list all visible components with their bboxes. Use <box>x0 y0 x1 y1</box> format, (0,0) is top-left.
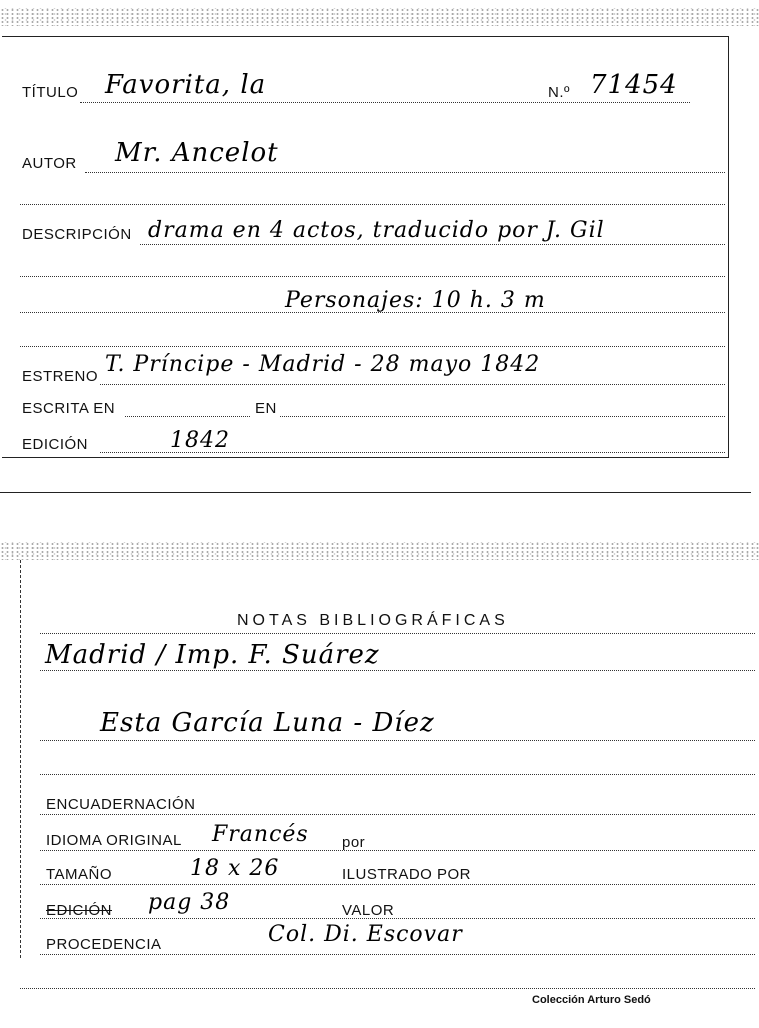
dotline <box>125 416 250 417</box>
scan-noise-middle <box>0 542 759 560</box>
encuadernacion-label: ENCUADERNACIÓN <box>46 796 196 813</box>
dotline <box>20 276 725 277</box>
tamano-label: TAMAÑO <box>46 866 113 883</box>
dotline <box>20 988 755 989</box>
escrita-label: ESCRITA EN <box>22 400 116 417</box>
dotline <box>40 884 755 885</box>
dotline <box>40 850 755 851</box>
autor-label: AUTOR <box>22 155 77 172</box>
idioma-label: IDIOMA ORIGINAL <box>46 832 182 849</box>
autor-value: Mr. Ancelot <box>115 138 279 168</box>
scan-noise-top <box>0 8 759 26</box>
dotline <box>100 384 725 385</box>
edicion-value-top: 1842 <box>170 428 230 453</box>
descripcion-value: drama en 4 actos, traducido por J. Gil <box>148 218 605 243</box>
dotline <box>100 452 725 453</box>
estreno-label: ESTRENO <box>22 368 99 385</box>
dotline <box>40 740 755 741</box>
numero-label: N.º <box>548 84 570 101</box>
idioma-value: Francés <box>212 822 309 847</box>
dotline <box>20 204 725 205</box>
procedencia-label: PROCEDENCIA <box>46 936 162 953</box>
descripcion-label: DESCRIPCIÓN <box>22 226 132 243</box>
edicion-value-bottom: pag 38 <box>148 890 231 915</box>
nota-1: Madrid / Imp. F. Suárez <box>45 640 380 670</box>
dotline <box>140 244 725 245</box>
dotline <box>20 312 725 313</box>
dotline <box>280 416 725 417</box>
notas-title: NOTAS BIBLIOGRÁFICAS <box>237 612 509 629</box>
dotline <box>40 670 755 671</box>
por-label: por <box>342 834 366 851</box>
numero-value: 71454 <box>590 70 678 100</box>
dotline <box>40 918 755 919</box>
edicion-label-bottom: EDICIÓN <box>46 902 113 919</box>
nota-2: Esta García Luna - Díez <box>100 708 435 738</box>
procedencia-value: Col. Di. Escovar <box>268 922 463 947</box>
dotline <box>40 774 755 775</box>
ilustrado-label: ILUSTRADO POR <box>342 866 472 883</box>
dotline <box>80 102 690 103</box>
titulo-label: TÍTULO <box>22 84 79 101</box>
dotline <box>85 172 725 173</box>
dotline <box>40 814 755 815</box>
valor-label: VALOR <box>342 902 395 919</box>
tamano-value: 18 x 26 <box>190 856 280 881</box>
en-label: EN <box>255 400 277 417</box>
personajes-value: Personajes: 10 h. 3 m <box>285 288 546 313</box>
edicion-label-top: EDICIÓN <box>22 436 89 453</box>
footer-collection: Colección Arturo Sedó <box>532 994 651 1006</box>
dotline <box>20 346 725 347</box>
page-separator <box>0 492 751 493</box>
titulo-value: Favorita, la <box>105 70 267 100</box>
dotline <box>40 633 755 634</box>
dotline <box>40 954 755 955</box>
estreno-value: T. Príncipe - Madrid - 28 mayo 1842 <box>105 352 541 377</box>
